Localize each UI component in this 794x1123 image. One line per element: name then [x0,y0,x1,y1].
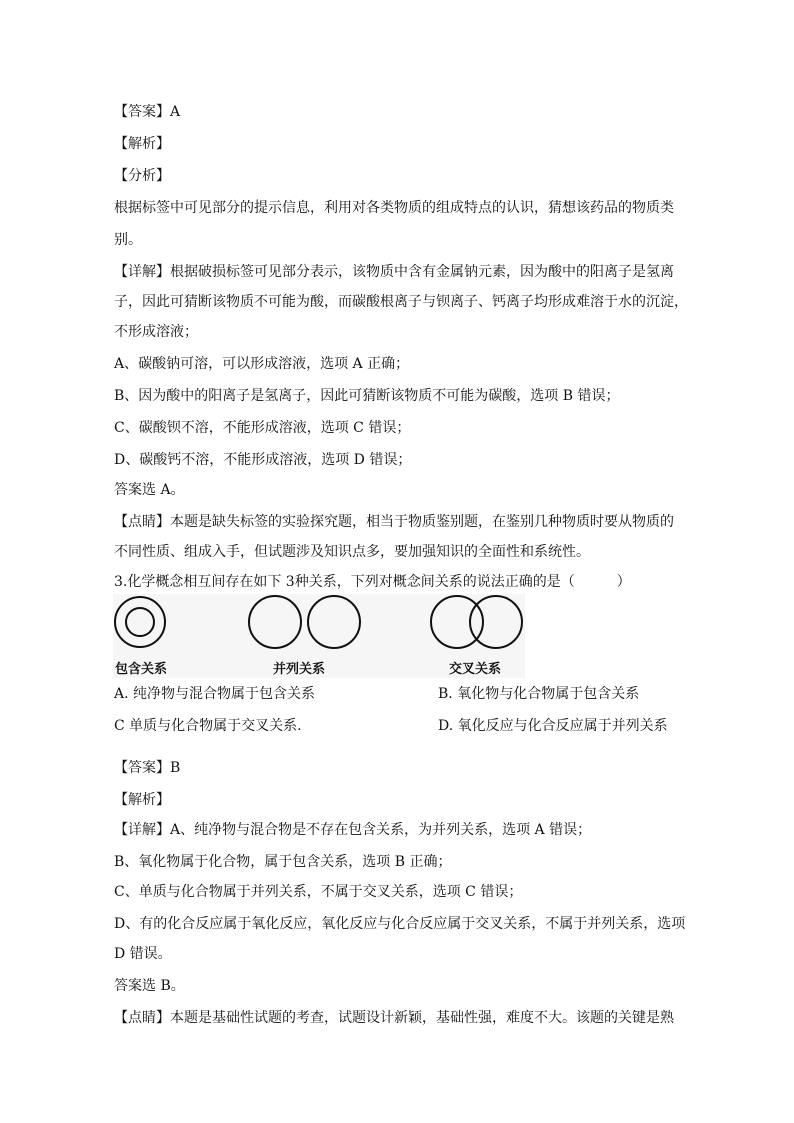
fenxi-text-2: 别。 [114,232,142,248]
question-3: 3.化学概念相互间存在如下 3种关系，下列对概念间关系的说法正确的是（ ） [114,574,631,590]
detail-q2-3: 不形成溶液； [114,324,198,340]
analysis-heading-q3: 【解析】 [114,792,170,808]
parallel-right-circle [308,596,360,648]
parallel-left-circle [249,596,301,648]
conclusion-q3: 答案选 B。 [114,978,185,994]
option-b-q3: B. 氧化物与化合物属于包含关系 [438,686,640,702]
conclusion-q2: 答案选 A。 [114,482,185,498]
cross-left-circle [431,596,483,648]
option-a-q3: A. 纯净物与混合物属于包含关系 [114,686,316,702]
answer-q2: 【答案】A [114,104,181,120]
fenxi-heading-q2: 【分析】 [114,168,170,184]
item-b-q2: B、因为酸中的阳离子是氢离子，因此可猜断该物质不可能为碳酸，选项 B 错误； [114,388,620,404]
comment-q2-2: 不同性质、组成入手，但试题涉及知识点多，要加强知识的全面性和系统性。 [114,544,590,560]
detail-q3-1: 【详解】A、纯净物与混合物是不存在包含关系，为并列关系，选项 A 错误； [114,822,592,838]
item-d-q2: D、碳酸钙不溶，不能形成溶液，选项 D 错误； [114,452,412,468]
answer-q3: 【答案】B [114,760,181,776]
contain-outer-circle [115,597,165,647]
detail-q2-2: 子，因此可猜断该物质不可能为酸，而碳酸根离子与钡离子、钙离子均形成难溶于水的沉淀， [114,294,688,310]
item-a-q2: A、碳酸钠可溶，可以形成溶液，选项 A 正确； [114,356,410,372]
item-c-q3: C、单质与化合物属于并列关系，不属于交叉关系，选项 C 错误； [114,884,523,900]
option-d-q3: D. 氧化反应与化合反应属于并列关系 [438,718,668,734]
detail-q2-1: 【详解】根据破损标签可见部分表示，该物质中含有金属钠元素，因为酸中的阳离子是氢离 [114,264,674,280]
item-b-q3: B、氧化物属于化合物，属于包含关系，选项 B 正确； [114,854,452,870]
item-d-q3-1: D、有的化合反应属于氧化反应，氧化反应与化合反应属于交叉关系，不属于并列关系，选项 [114,916,686,932]
item-c-q2: C、碳酸钡不溶，不能形成溶液，选项 C 错误； [114,420,411,436]
comment-q2-1: 【点睛】本题是缺失标签的实验探究题，相当于物质鉴别题，在鉴别几种物质时要从物质的 [114,514,674,530]
item-d-q3-2: D 错误。 [114,946,172,962]
label-parallel: 并列关系 [273,662,326,677]
label-contain: 包含关系 [115,662,168,677]
cross-right-circle [470,596,522,648]
contain-inner-circle [126,608,154,636]
label-cross: 交叉关系 [449,662,502,677]
relation-diagram [113,594,525,678]
analysis-heading-q2: 【解析】 [114,136,170,152]
option-c-q3: C 单质与化合物属于交叉关系. [114,718,302,734]
fenxi-text-1: 根据标签中可见部分的提示信息，利用对各类物质的组成特点的认识，猜想该药品的物质类 [114,200,674,216]
comment-q3-1: 【点睛】本题是基础性试题的考查，试题设计新颖，基础性强，难度不大。该题的关键是熟 [114,1010,674,1026]
